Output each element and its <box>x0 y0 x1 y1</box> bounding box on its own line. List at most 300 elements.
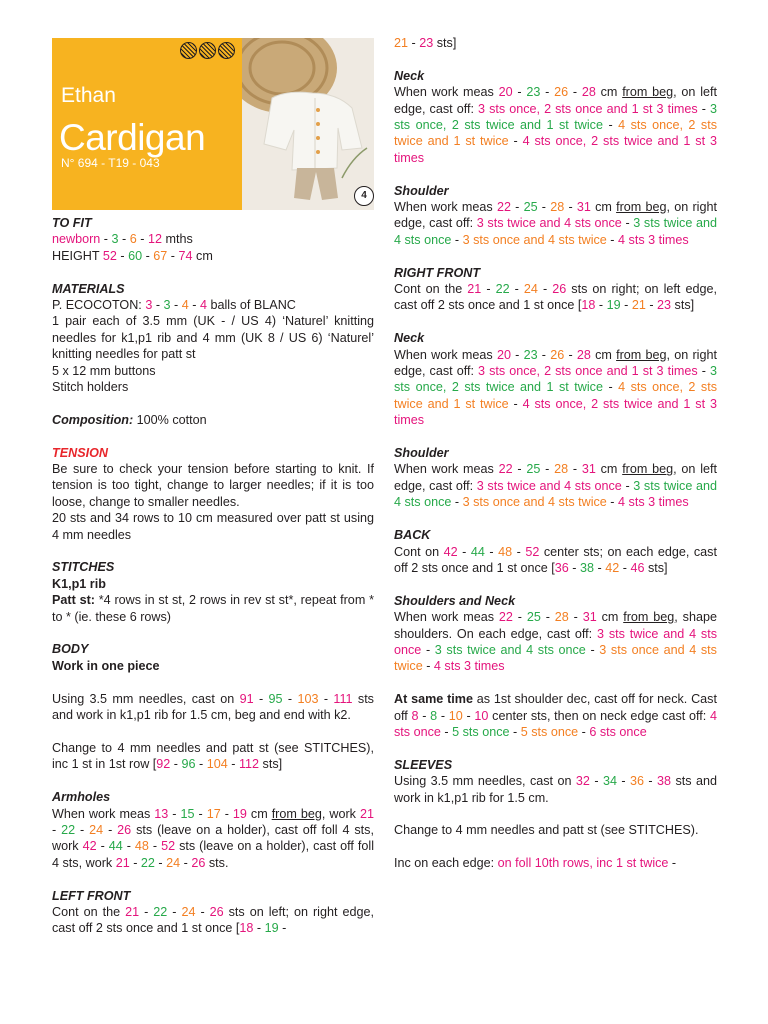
text-run: - <box>602 380 619 395</box>
text-run: - <box>512 610 527 625</box>
text-run: 96 <box>181 757 196 772</box>
text-run: 3 sts once and 4 sts twice <box>462 232 607 247</box>
text-run: - <box>451 495 463 510</box>
text-run: 28 <box>554 610 569 625</box>
text-run: - <box>100 232 112 247</box>
text-run: 6 sts once <box>589 724 647 739</box>
text-run: 22 <box>498 610 513 625</box>
text-run: 18 <box>239 921 254 936</box>
text-run: 26 <box>209 904 224 919</box>
text-run: 36 <box>629 774 644 789</box>
text-run: 23 <box>419 36 434 50</box>
text-run: - <box>481 282 496 297</box>
back-heading: BACK <box>394 528 431 543</box>
text-run: 3 sts twice and 4 sts once <box>434 642 586 657</box>
text-run: - <box>116 248 129 263</box>
text-run: 28 <box>576 347 591 362</box>
text-run: 4 sts once, 2 sts twice and 1 st 3 times <box>394 134 717 165</box>
body-heading: BODY <box>52 642 89 657</box>
text-run: - <box>148 839 162 854</box>
text-run: - <box>318 691 334 706</box>
materials-yarn <box>52 297 374 313</box>
text-run: - <box>152 298 164 313</box>
text-run: - <box>227 757 239 772</box>
text-run: 3 sts twice and 4 sts once <box>476 478 622 493</box>
body-subheading: Work in one piece <box>52 658 160 673</box>
text-run: - <box>578 724 590 739</box>
text-run: sts on right; on left edge, cast off 2 sts once and 1 st once [ <box>394 282 717 313</box>
text-run: 5 sts once <box>520 724 579 739</box>
text-run: center sts; on each edge, cast off 2 sts once and 1 st once [ <box>394 544 717 575</box>
body-cast-on <box>52 691 374 724</box>
text-run: , on right edge, cast off: <box>394 347 717 379</box>
text-run: When work meas <box>394 610 499 625</box>
text-run: - <box>168 806 181 821</box>
materials-heading: MATERIALS <box>52 281 125 296</box>
text-run: 31 <box>581 462 596 477</box>
text-run: 28 <box>554 462 569 477</box>
text-run: - <box>180 855 192 870</box>
text-run: 25 <box>523 200 538 215</box>
text-run: 21 <box>115 855 130 870</box>
patt-label: Patt st: <box>52 593 95 608</box>
text-run: - <box>139 904 154 919</box>
text-run: 26 <box>552 282 567 297</box>
text-run: - <box>75 822 90 837</box>
text-run: 4 sts 3 times <box>618 495 689 510</box>
pattern-header <box>52 38 374 210</box>
text-run: sts] <box>433 36 457 50</box>
shoulder-text-1 <box>394 199 717 248</box>
text-run: HEIGHT <box>52 248 103 263</box>
text-run: 4 sts 3 times <box>618 232 689 247</box>
neck-text-1 <box>394 84 717 166</box>
text-run: on foll 10th rows, inc 1 st twice <box>497 856 669 871</box>
text-run: 31 <box>576 200 591 215</box>
text-run: 19 <box>606 298 621 313</box>
stitches-heading: STITCHES <box>52 560 115 575</box>
text-run: Cont on <box>394 544 444 559</box>
text-run: 28 <box>550 200 565 215</box>
text-run: - <box>616 774 630 789</box>
text-run: , on left edge, cast off: <box>394 462 717 493</box>
patt-text: *4 rows in st st, 2 rows in rev st st*, repeat from * to * (ie. these 6 rows) <box>52 593 374 624</box>
text-run: When work meas <box>394 200 497 215</box>
text-run: 104 <box>206 757 228 772</box>
sleeves-increase <box>394 855 717 871</box>
text-run: 91 <box>239 691 254 706</box>
text-run: 3 <box>111 232 119 247</box>
text-run: cm <box>595 462 623 477</box>
text-run: 23 <box>523 347 538 362</box>
text-run: 5 sts once <box>452 724 510 739</box>
text-run: 24 <box>523 282 538 297</box>
text-run: - <box>697 101 710 116</box>
text-run: 112 <box>238 757 260 772</box>
text-run: , on left edge, cast off: <box>394 85 717 116</box>
text-run: - <box>129 855 141 870</box>
text-run: sts and work in k1,p1 rib for 1.5 cm, beg and end with k2. <box>52 691 374 723</box>
pattern-stitch <box>52 592 374 625</box>
right-column <box>394 35 717 872</box>
text-run: sts (leave on a holder), cast off foll 4 sts, work <box>52 822 374 854</box>
text-run: - <box>602 118 619 133</box>
shoulder-heading-1: Shoulder <box>394 183 449 198</box>
text-run: - <box>644 774 658 789</box>
text-run: sts. <box>205 855 229 870</box>
right-front-heading: RIGHT FRONT <box>394 265 481 280</box>
text-run: - <box>188 298 200 313</box>
text-run: sts (leave on a holder), cast off foll 4 sts, work <box>52 839 374 870</box>
text-run: 3 sts once, 2 sts twice and 1 st twice <box>394 364 717 395</box>
rib-stitch: K1,p1 rib <box>52 576 106 591</box>
text-run: 24 <box>181 904 196 919</box>
back-text <box>394 544 717 577</box>
text-run: 42 <box>605 560 620 575</box>
body-change-needles <box>52 740 374 773</box>
text-run: from beg <box>616 200 667 215</box>
text-run: When work meas <box>52 806 155 821</box>
text-run: cm <box>590 200 617 215</box>
text-run: sts] <box>644 560 668 575</box>
text-run: - <box>606 495 619 510</box>
text-run: 4 sts 3 times <box>433 659 505 674</box>
text-run: - <box>136 232 148 247</box>
left-front-heading: LEFT FRONT <box>52 888 131 903</box>
text-run: 34 <box>602 774 617 789</box>
text-run: - <box>645 298 658 313</box>
text-run: 38 <box>657 774 672 789</box>
text-run: - <box>564 347 577 362</box>
text-run: 21 <box>125 904 140 919</box>
text-run: 17 <box>206 806 221 821</box>
text-run: - <box>585 642 600 657</box>
text-run: - <box>167 904 182 919</box>
composition-label: Composition: <box>52 412 134 427</box>
text-run: - <box>154 855 167 870</box>
left-column <box>52 215 374 937</box>
text-run: 21 <box>359 806 374 821</box>
to-fit-height <box>52 248 374 264</box>
text-run: 36 <box>554 560 569 575</box>
text-run: 13 <box>154 806 169 821</box>
text-run: from beg <box>271 806 322 821</box>
shoulder-text-2 <box>394 461 717 510</box>
text-run: newborn <box>52 232 101 247</box>
armholes-text <box>52 806 374 872</box>
text-run: 4 sts once <box>394 708 717 739</box>
text-run: - <box>606 232 619 247</box>
text-run: 6 <box>129 232 137 247</box>
neck-heading-2: Neck <box>394 331 425 346</box>
text-run: 103 <box>297 691 319 706</box>
text-run: cm <box>246 806 272 821</box>
text-run: 31 <box>582 610 597 625</box>
text-run: 23 <box>526 85 541 100</box>
cardigan-photo-illustration <box>242 38 374 210</box>
text-run: 74 <box>178 248 193 263</box>
text-run: 21 <box>394 36 409 50</box>
materials-buttons: 5 x 12 mm buttons <box>52 363 156 378</box>
sleeves-heading: SLEEVES <box>394 757 453 772</box>
text-run: - <box>568 560 581 575</box>
text-run: as 1st shoulder dec, cast off for neck. Cast off <box>394 692 717 723</box>
text-run: mths <box>161 232 193 247</box>
text-run: 44 <box>108 839 123 854</box>
text-run: 24 <box>166 855 181 870</box>
text-run: - <box>697 364 710 379</box>
text-run: , shape shoulders. On each edge, cast off: <box>394 610 717 641</box>
text-run: - <box>568 610 583 625</box>
text-run: 3 <box>163 298 171 313</box>
shoulders-neck-heading: Shoulders and Neck <box>394 593 516 608</box>
tension-text: Be sure to check your tension before starting to knit. If tension is too tight, change to larger needles; if it is too loose, change to smaller needles. <box>52 462 374 509</box>
text-run: 92 <box>156 757 171 772</box>
text-run: sts on left; on right edge, cast off 2 sts once and 1 st once [ <box>52 904 374 936</box>
text-run: 8 <box>411 708 419 723</box>
text-run: 46 <box>630 560 645 575</box>
neck-heading-1: Neck <box>394 68 425 83</box>
left-front-text <box>52 904 374 937</box>
text-run: - <box>170 298 182 313</box>
text-run: 22 <box>496 200 511 215</box>
text-run: - <box>510 200 524 215</box>
text-run: 26 <box>117 822 132 837</box>
text-run: - <box>620 298 632 313</box>
text-run: - <box>668 856 677 871</box>
text-run: - <box>457 544 471 559</box>
text-run: - <box>437 708 449 723</box>
text-run: - <box>537 347 551 362</box>
text-run: - <box>440 724 453 739</box>
text-run: - <box>408 36 420 50</box>
pattern-reference: N° 694 - T19 - 043 <box>61 156 160 170</box>
shoulders-neck-text <box>394 609 717 675</box>
difficulty-level-icon: 4 <box>354 186 374 206</box>
to-fit-heading: TO FIT <box>52 216 92 230</box>
text-run: - <box>253 691 269 706</box>
text-run: 22 <box>153 904 168 919</box>
text-run: - <box>451 232 463 247</box>
right-front-text <box>394 281 717 314</box>
yarn-weight-icons <box>180 42 235 59</box>
text-run: 19 <box>264 921 279 936</box>
text-run: - <box>512 462 527 477</box>
text-run: , work <box>321 806 360 821</box>
text-run: 15 <box>180 806 195 821</box>
text-run: - <box>194 806 207 821</box>
tension-heading: TENSION <box>52 445 108 460</box>
text-run: balls of BLANC <box>206 298 296 313</box>
text-run: 20 <box>496 347 511 362</box>
text-run: from beg <box>622 85 674 100</box>
text-run: - <box>509 724 521 739</box>
cardigan-photo <box>242 38 374 210</box>
text-run: Inc on each edge: <box>394 856 498 871</box>
text-run: 18 <box>581 298 596 313</box>
text-run: 60 <box>128 248 143 263</box>
text-run: - <box>142 248 154 263</box>
text-run: - <box>508 134 523 149</box>
text-run: P. ECOCOTON: <box>52 298 146 313</box>
text-run: 25 <box>526 610 541 625</box>
text-run: - <box>512 85 527 100</box>
text-run: 22 <box>495 282 510 297</box>
text-run: - <box>512 544 526 559</box>
text-run: 44 <box>470 544 485 559</box>
text-run: - <box>510 347 524 362</box>
text-run: 26 <box>191 855 206 870</box>
text-run: - <box>537 282 553 297</box>
text-run: - <box>619 560 631 575</box>
text-run: cm <box>192 248 213 263</box>
text-run: 3 sts once and 4 sts twice <box>394 642 717 674</box>
text-run: - <box>568 462 582 477</box>
text-run: 10 <box>448 708 463 723</box>
armholes-heading: Armholes <box>52 790 111 805</box>
text-run: - <box>540 85 555 100</box>
text-run: - <box>170 757 182 772</box>
text-run: 52 <box>161 839 176 854</box>
left-front-continued <box>394 35 717 51</box>
text-run: When work meas <box>394 462 499 477</box>
text-run: 21 <box>467 282 482 297</box>
same-time-text <box>394 691 717 740</box>
ball-of-yarn-icon <box>218 42 235 59</box>
text-run: 23 <box>657 298 672 313</box>
text-run: - <box>418 708 431 723</box>
text-run: 3 sts twice and 4 sts once <box>476 216 622 231</box>
tension-gauge: 20 sts and 34 rows to 10 cm measured over patt st using 4 mm needles <box>52 511 374 542</box>
text-run: - <box>421 642 435 657</box>
text-run: - <box>422 659 434 674</box>
materials-needles: 1 pair each of 3.5 mm (UK - / US 4) ‘Naturel’ knitting needles for k1,p1 rib and 4 mm (UK 8 / US 6) ‘Naturel’ knitting needles for patt st <box>52 314 374 362</box>
text-run: from beg <box>623 610 675 625</box>
text-run: 48 <box>134 839 149 854</box>
pattern-name: Ethan <box>61 84 116 107</box>
text-run: 4 sts once, 2 sts twice and 1 st 3 times <box>394 396 717 428</box>
text-run: 10 <box>474 708 489 723</box>
text-run: 3 <box>145 298 153 313</box>
text-run: 38 <box>580 560 595 575</box>
text-run: - <box>589 774 603 789</box>
text-run: 26 <box>550 347 565 362</box>
text-run: - <box>253 921 265 936</box>
text-run: - <box>122 839 135 854</box>
text-run: 4 <box>181 298 189 313</box>
text-run: - <box>195 904 210 919</box>
text-run: Using 3.5 mm needles, cast on <box>394 774 576 789</box>
text-run: 3 sts twice and 4 sts once <box>394 216 717 247</box>
text-run: - <box>540 462 555 477</box>
text-run: - <box>167 248 179 263</box>
text-run: 4 sts once, 2 sts twice and 1 st twice <box>394 380 717 411</box>
text-run: sts] <box>259 757 283 772</box>
text-run: 8 <box>430 708 438 723</box>
text-run: 67 <box>153 248 168 263</box>
text-run: center sts, then on neck edge cast off: <box>488 708 710 723</box>
text-run: - <box>595 298 607 313</box>
text-run: 111 <box>333 691 353 706</box>
shoulder-heading-2: Shoulder <box>394 446 449 461</box>
text-run: - <box>621 216 634 231</box>
text-run: 52 <box>525 544 540 559</box>
sleeves-change-needles: Change to 4 mm needles and patt st (see STITCHES). <box>394 823 699 838</box>
text-run: - <box>568 85 582 100</box>
sleeves-cast-on <box>394 773 717 806</box>
text-run: 26 <box>554 85 569 100</box>
text-run: 32 <box>575 774 590 789</box>
text-run: 19 <box>232 806 247 821</box>
text-run: 21 <box>631 298 646 313</box>
text-run: - <box>594 560 606 575</box>
text-run: - <box>564 200 577 215</box>
text-run: - <box>118 232 130 247</box>
text-run: 48 <box>498 544 513 559</box>
text-run: - <box>52 822 62 837</box>
text-run: 28 <box>581 85 596 100</box>
same-time-label: At same time <box>394 692 473 707</box>
text-run: - <box>278 921 287 936</box>
text-run: - <box>103 822 118 837</box>
text-run: 95 <box>268 691 283 706</box>
text-run: 22 <box>61 822 76 837</box>
text-run: 3 sts once, 2 sts once and 1 st 3 times <box>478 101 698 116</box>
text-run: Cont on the <box>394 282 468 297</box>
text-run: - <box>509 282 524 297</box>
text-run: 3 sts once and 4 sts twice <box>462 495 607 510</box>
text-run: Change to 4 mm needles and patt st (see STITCHES), inc 1 st in 1st row [ <box>52 740 374 772</box>
text-run: - <box>508 396 523 411</box>
text-run: 3 sts twice and 4 sts once <box>394 478 717 510</box>
text-run: 22 <box>140 855 155 870</box>
text-run: 20 <box>498 85 513 100</box>
text-run: 4 sts once, 2 sts twice and 1 st twice <box>394 118 717 149</box>
text-run: - <box>484 544 499 559</box>
neck-text-2 <box>394 347 717 429</box>
text-run: - <box>540 610 555 625</box>
text-run: - <box>621 478 634 493</box>
text-run: 24 <box>89 822 104 837</box>
text-run: When work meas <box>394 347 497 362</box>
text-run: 42 <box>82 839 97 854</box>
text-run: - <box>462 708 475 723</box>
title-panel <box>52 38 242 210</box>
text-run: , on right edge, cast off: <box>394 200 717 231</box>
text-run: - <box>220 806 233 821</box>
text-run: sts and work in k1,p1 rib for 1.5 cm. <box>394 774 717 805</box>
text-run: sts] <box>671 298 695 313</box>
pattern-title: Cardigan <box>59 117 206 158</box>
text-run: 3 sts once, 2 sts twice and 1 st twice <box>394 101 717 133</box>
text-run: 3 sts once, 2 sts once and 1 st 3 times <box>478 364 698 379</box>
text-run: 42 <box>443 544 458 559</box>
text-run: 22 <box>498 462 513 477</box>
text-run: 4 <box>199 298 207 313</box>
text-run: from beg <box>616 347 667 362</box>
text-run: cm <box>596 610 624 625</box>
text-run: 12 <box>147 232 162 247</box>
text-run: Cont on the <box>52 904 126 919</box>
text-run: - <box>96 839 109 854</box>
text-run: cm <box>595 85 623 100</box>
text-run: - <box>537 200 551 215</box>
text-run: cm <box>590 347 617 362</box>
ball-of-yarn-icon <box>199 42 216 59</box>
text-run: 52 <box>102 248 117 263</box>
text-run: When work meas <box>394 85 499 100</box>
text-run: - <box>195 757 207 772</box>
